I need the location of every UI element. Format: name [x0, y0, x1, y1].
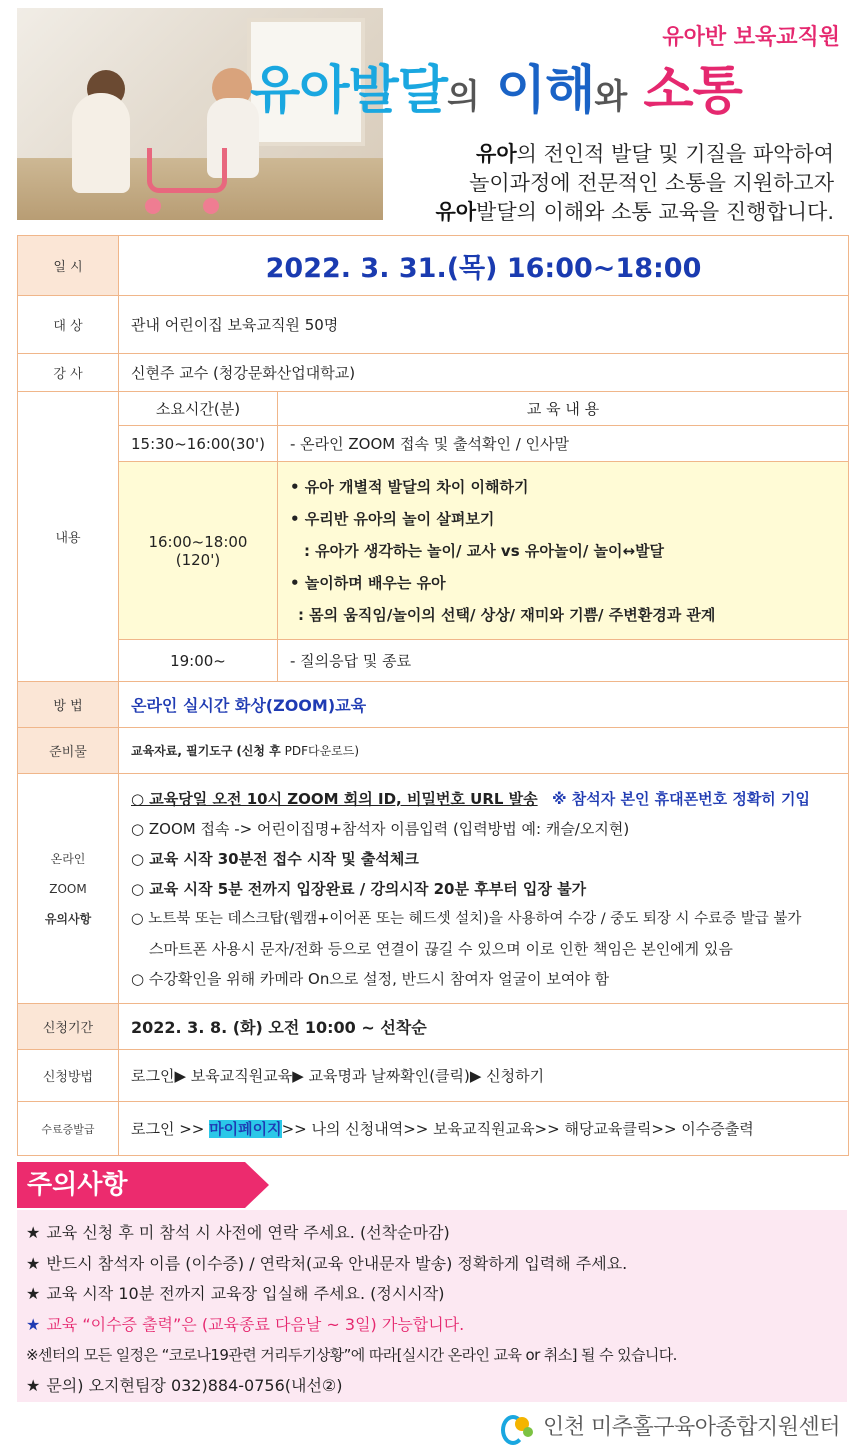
warning-list [26, 1218, 841, 1401]
star-icon: ★ [26, 1223, 41, 1242]
table-row [18, 354, 849, 392]
lecturer-label: 강 사 [18, 354, 119, 392]
zoom-label-text: 온라인 [50, 851, 86, 866]
method-label: 방 법 [18, 682, 119, 728]
table-row [18, 426, 849, 462]
period-value: 2022. 3. 8. (화) 오전 10:00 ~ 선착순 [119, 1004, 849, 1050]
warning-text: 반드시 참석자 이름 (이수증) / 연락처(교육 안내문자 발송) 정확하게 입력해 주세요. [46, 1253, 628, 1273]
schedule-time: 15:30~16:00(30') [119, 426, 278, 462]
table-row [18, 640, 849, 682]
title-part: 소통 [643, 61, 742, 121]
note-line [131, 784, 836, 814]
table-row [18, 1050, 849, 1102]
cert-label: 수료증발급 [18, 1102, 119, 1156]
table-row [18, 774, 849, 1004]
table-row [18, 1004, 849, 1050]
note-line: ○ 수강확인을 위해 카메라 On으로 설정, 반드시 참여자 얼굴이 보여야 함 [131, 969, 610, 988]
star-icon: ★ [26, 1314, 41, 1334]
stroller-wheel [203, 198, 219, 214]
cert-value [119, 1102, 849, 1156]
center-logo-icon [501, 1411, 535, 1441]
zoom-label-text: ZOOM [49, 881, 87, 896]
title-part: 와 [594, 77, 627, 117]
date-value: 2022. 3. 31.(목) 16:00~18:00 [119, 236, 849, 296]
stroller-wheel [145, 198, 161, 214]
list-item: : 몸의 움직임/놀이의 선택/ 상상/ 재미와 기쁨/ 주변환경과 관계 [297, 605, 716, 624]
table-row [18, 1102, 849, 1156]
col-content-header: 교 육 내 용 [277, 392, 848, 426]
zoom-notes [119, 774, 849, 1004]
warning-text: 교육 “이수증 출력”은 (교육종료 다음날 ~ 3일) 가능합니다. [46, 1314, 465, 1334]
table-row [18, 462, 849, 640]
list-item: • 우리반 유아의 놀이 살펴보기 [289, 509, 495, 528]
note-line: ○ ZOOM 접속 -> 어린이집명+참석자 이름입력 (입력방법 예: 캐슬/오지현) [131, 819, 630, 838]
info-table [17, 235, 849, 1156]
schedule-time: 19:00~ [119, 640, 278, 682]
note-line: ○ 노트북 또는 데스크탑(웹캠+이어폰 또는 헤드셋 설치)을 사용하여 수강 / 중도 퇴장 시 수료증 발급 불가 [131, 910, 802, 927]
toy-stroller-shape [147, 148, 227, 193]
note-line: ○ 교육 시작 30분전 접수 시작 및 출석체크 [131, 849, 419, 868]
prep-label: 준비물 [18, 728, 119, 774]
note-text: ○ 교육당일 오전 10시 ZOOM 회의 ID, 비밀번호 URL 발송 [131, 789, 538, 808]
warning-text: 교육 시작 10분 전까지 교육장 입실해 주세요. (정시시작) [46, 1284, 445, 1303]
warning-title: 주의사항 [17, 1162, 245, 1208]
warning-item [26, 1279, 841, 1310]
list-item: • 유아 개별적 발달의 차이 이해하기 [289, 477, 529, 496]
apply-value: 로그인▶ 보육교직원교육▶ 교육명과 날짜확인(클릭)▶ 신청하기 [119, 1050, 849, 1102]
star-icon: ★ [26, 1253, 41, 1273]
desc-text: 의 전인적 발달 및 기질을 파악하여 [516, 142, 834, 166]
date-label: 일 시 [18, 236, 119, 296]
list-item: • 놀이하며 배우는 유아 [289, 573, 446, 592]
list-item: : 유아가 생각하는 놀이/ 교사 vs 유아놀이/ 놀이↔발달 [303, 541, 665, 560]
schedule-content [277, 462, 848, 640]
warning-text: 문의) 오지현팀장 032)884-0756(내선②) [46, 1375, 343, 1395]
desc-bold: 유아 [476, 142, 517, 166]
target-value: 관내 어린이집 보육교직원 50명 [119, 296, 849, 354]
apply-label: 신청방법 [18, 1050, 119, 1102]
target-label: 대 상 [18, 296, 119, 354]
star-icon: ★ [26, 1284, 41, 1303]
zoom-label [18, 774, 119, 1004]
col-time-header: 소요시간(분) [119, 392, 278, 426]
content-items [290, 471, 836, 631]
title-part: 의 [446, 77, 479, 117]
schedule-content: - 질의응답 및 종료 [277, 640, 848, 682]
note-extra: ※ 참석자 본인 휴대폰번호 정확히 기입 [551, 789, 810, 808]
schedule-content: - 온라인 ZOOM 접속 및 출석확인 / 인사말 [277, 426, 848, 462]
footer [501, 1410, 840, 1441]
desc-bold: 유아 [435, 200, 477, 224]
table-row [18, 296, 849, 354]
cert-text: 로그인 >> [131, 1120, 210, 1138]
schedule-time-text: (120') [175, 550, 221, 569]
page-title [250, 48, 840, 123]
warning-title-arrow [245, 1162, 269, 1208]
header-description [435, 140, 834, 227]
prep-value [119, 728, 849, 774]
prep-main: 교육자료, 필기도구 [131, 744, 233, 758]
warning-item [26, 1218, 841, 1249]
desc-text: 놀이과정에 전문적인 소통을 지원하고자 [469, 171, 834, 195]
prep-note: PDF다운로드) [284, 744, 360, 758]
footer-org-name: 인천 미추홀구육아종합지원센터 [542, 1415, 840, 1440]
warning-text: 교육 신청 후 미 참석 시 사전에 연락 주세요. (선착순마감) [46, 1223, 450, 1242]
child-body-shape [72, 93, 130, 193]
table-row [18, 728, 849, 774]
title-part: 유아발달 [250, 61, 447, 121]
title-part: 이해 [495, 61, 595, 121]
schedule-time [119, 462, 278, 640]
note-line: 스마트폰 사용시 문자/전화 등으로 연결이 끊길 수 있으며 이로 인한 책임은 본인에게 있음 [149, 939, 733, 958]
schedule-time-text: 16:00~18:00 [148, 532, 248, 551]
header-subtitle: 유아반 보육교직원 [662, 25, 840, 50]
warning-item [26, 1249, 841, 1280]
warning-item [26, 1371, 841, 1402]
zoom-label-text: 유의사항 [44, 911, 92, 926]
warning-item [26, 1310, 841, 1341]
lecturer-value: 신현주 교수 (청강문화산업대학교) [119, 354, 849, 392]
method-value: 온라인 실시간 화상(ZOOM)교육 [119, 682, 849, 728]
content-label: 내용 [18, 392, 119, 682]
warning-item: ※센터의 모든 일정은 “코로나19관련 거리두기상황”에 따라[실시간 온라인 교육 or 취소] 될 수 있습니다. [26, 1346, 677, 1364]
prep-note: (신청 후 [236, 744, 281, 758]
mypage-highlight: 마이페이지 [209, 1120, 282, 1138]
table-row [18, 682, 849, 728]
period-label: 신청기간 [18, 1004, 119, 1050]
cert-text: >> 나의 신청내역>> 보육교직원교육>> 해당교육클릭>> 이수증출력 [281, 1120, 754, 1138]
note-line: ○ 교육 시작 5분 전까지 입장완료 / 강의시작 20분 후부터 입장 불가 [131, 879, 587, 898]
table-row [18, 236, 849, 296]
table-row [18, 392, 849, 426]
star-icon: ★ [26, 1375, 41, 1395]
desc-text: 발달의 이해와 소통 교육을 진행합니다. [476, 200, 834, 224]
